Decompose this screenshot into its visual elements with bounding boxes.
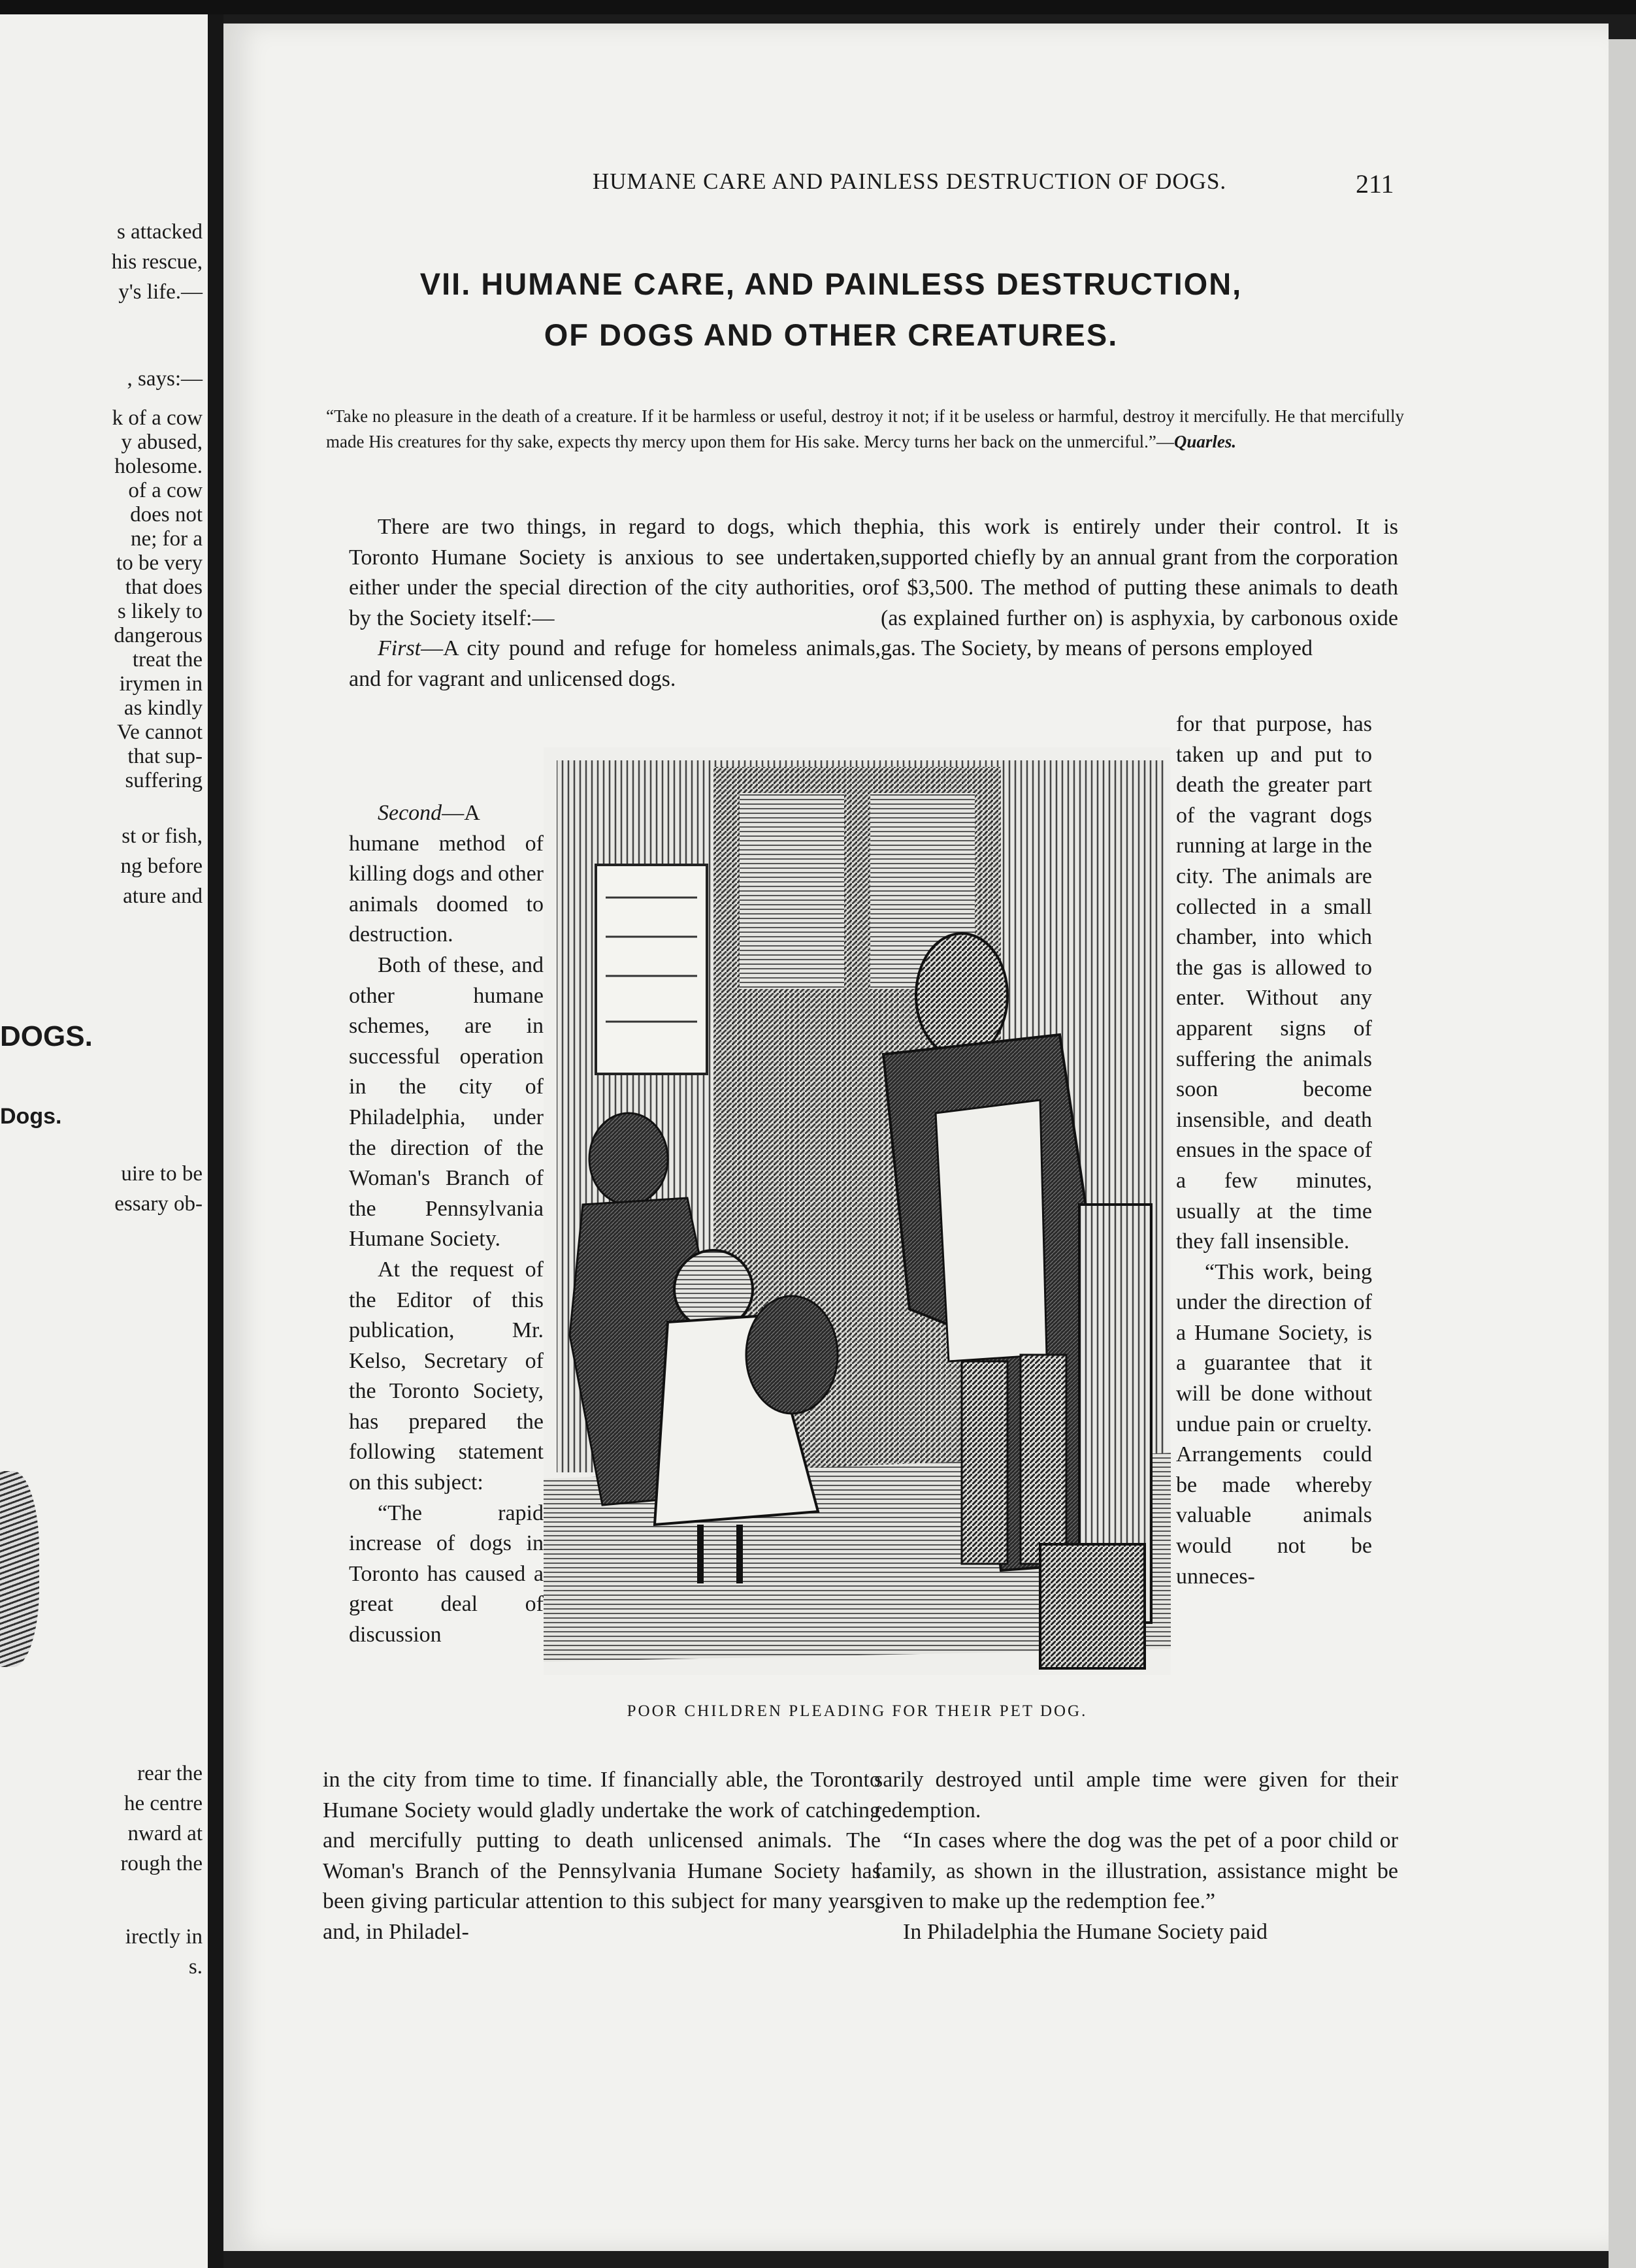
epigraph-text: “Take no pleasure in the death of a creature. If it be harmless or useful, destroy it not; if it be useless or harmful, destroy it mercifully. He that mercifully made His creatures for thy sake, expects thy mercy upon them for His sake. Mercy turns her back on the unmerciful.”— — [326, 406, 1404, 451]
left-page-subheading: Dogs. — [0, 1104, 62, 1129]
text-line: essary ob- — [114, 1192, 203, 1216]
text-line: treat the — [132, 648, 203, 672]
text-line: irectly in — [125, 1925, 203, 1949]
paragraph-request: At the request of the Editor of this publication, Mr. Kelso, Secretary of the Toronto Society, has prepared the following statement on this subject: — [349, 1257, 544, 1495]
paragraph-right-bottom: sarily destroyed until ample time were given for their redemption. — [874, 1768, 1398, 1822]
man-apron — [936, 1100, 1047, 1361]
text-line: he centre — [124, 1792, 203, 1815]
man-head — [916, 933, 1007, 1058]
left-facing-page — [0, 14, 208, 2268]
text-line: irymen in — [119, 672, 203, 696]
left-column-top — [349, 512, 881, 695]
paragraph-this-work: “This work, being under the direction of a Humane Society, is a guarantee that it will be done without undue pain or cruelty. Arrangements could be made whereby valuable animals would not be unneces- — [1176, 1259, 1372, 1589]
running-head: HUMANE CARE AND PAINLESS DESTRUCTION OF DOGS. — [592, 169, 1227, 194]
text-line: dangerous — [114, 624, 203, 647]
page-edge — [1609, 39, 1636, 2268]
man-leg — [962, 1361, 1007, 1564]
paragraph-intro: There are two things, in regard to dogs, which the Toronto Humane Society is anxious to see undertaken, either under the special direction of the city authorities, or by the Society itself:— — [349, 515, 881, 630]
text-line: rear the — [137, 1762, 203, 1785]
paragraph-second — [349, 798, 544, 950]
second-text: —A humane method of killing dogs and other animals doomed to destruction. — [349, 801, 544, 947]
text-line: that sup- — [127, 745, 203, 768]
paragraph-right-top: phia, this work is entirely under their control. It is supported chiefly by an annual grant from the corporation of $3,500. The method of putting these animals to death (as explained further on) is asphyxia, by carbonous oxide gas. The Society, by means of persons employed — [881, 515, 1398, 661]
text-line: to be very — [116, 551, 203, 575]
chapter-title-line-2: OF DOGS AND OTHER CREATURES. — [544, 317, 1119, 352]
posted-notices — [596, 865, 707, 1074]
paragraph-cases: “In cases where the dog was the pet of a poor child or family, as shown in the illustration, assistance might be given to make up the redemption fee.” — [874, 1828, 1398, 1914]
page-211 — [223, 24, 1609, 2251]
paragraph-first — [349, 634, 881, 694]
text-line: that does — [125, 575, 203, 599]
epigraph-author: Quarles. — [1173, 432, 1237, 451]
right-column-top — [881, 512, 1398, 664]
text-line: his rescue, — [111, 250, 203, 274]
left-page-illustration-fragment — [0, 1471, 39, 1667]
man-leg — [1021, 1355, 1066, 1564]
text-line: s. — [188, 1955, 203, 1979]
door-panel — [740, 793, 844, 989]
boy-head — [589, 1113, 668, 1205]
paragraph-philadelphia: In Philadelphia the Humane Society paid — [903, 1919, 1268, 1944]
text-line: st or fish, — [122, 824, 203, 848]
chapter-title — [295, 259, 1367, 361]
text-line: , says:— — [127, 367, 203, 391]
engraving-illustration — [544, 747, 1171, 1675]
left-page-heading: DOGS. — [0, 1020, 93, 1052]
right-column-narrow — [1176, 709, 1372, 1592]
text-line: s attacked — [116, 220, 203, 244]
left-column-narrow — [349, 798, 544, 1651]
text-line: y's life.— — [118, 280, 203, 304]
text-line: does not — [130, 503, 203, 526]
text-line: ng before — [120, 854, 203, 878]
text-line: s likely to — [117, 600, 203, 623]
scan-top-edge — [0, 0, 1636, 14]
text-line: as kindly — [123, 696, 203, 720]
text-line: y abused, — [121, 430, 203, 454]
dog — [746, 1296, 838, 1414]
text-line: suffering — [125, 769, 203, 792]
chapter-title-line-1: VII. HUMANE CARE, AND PAINLESS DESTRUCTION, — [419, 267, 1243, 301]
text-line: nward at — [127, 1822, 203, 1845]
text-line: of a cow — [128, 479, 203, 502]
right-column-bottom — [874, 1765, 1398, 1948]
text-line: Ve cannot — [116, 721, 203, 744]
paragraph-right-narrow: for that purpose, has taken up and put to death the greater part of the vagrant dogs running at large in the city. The animals are collected in a small chamber, into which the gas is allowed to enter. Without any apparent signs of suffering the animals soon become insensible, and death ensues in the space of a few minutes, usually at the time they fall insensible. — [1176, 712, 1372, 1254]
illustration-caption: POOR CHILDREN PLEADING FOR THEIR PET DOG. — [627, 1702, 1088, 1720]
paragraph-both: Both of these, and other humane schemes, are in successful operation in the city of Philadelphia, under the direction of the Woman's Branch of the Pennsylvania Humane Society. — [349, 952, 544, 1252]
text-line: ature and — [123, 884, 203, 908]
book-gutter — [208, 14, 223, 2268]
paragraph-rapid: “The rapid increase of dogs in Toronto has caused a great deal of discussion — [349, 1500, 544, 1647]
text-line: rough the — [120, 1852, 203, 1875]
page-number: 211 — [1356, 169, 1394, 199]
text-line: ne; for a — [131, 527, 203, 551]
first-label: First — [378, 636, 421, 661]
text-line: uire to be — [121, 1162, 203, 1186]
crate — [1040, 1544, 1145, 1668]
epigraph — [326, 404, 1404, 455]
paragraph-left-bottom: in the city from time to time. If financially able, the Toronto Humane Society would gladly undertake the work of catching and mercifully putting to death unlicensed animals. The Woman's Branch of the Pennsylvania Humane Society has been giving particular attention to this subject for many years, and, in Philadel- — [323, 1768, 881, 1944]
text-line: holesome. — [114, 455, 203, 478]
text-line: k of a cow — [112, 406, 203, 430]
left-column-bottom — [323, 1765, 881, 1948]
second-label: Second — [378, 801, 442, 825]
engraving-drawing — [544, 747, 1171, 1675]
first-text: —A city pound and refuge for homeless animals, and for vagrant and unlicensed dogs. — [349, 636, 881, 691]
